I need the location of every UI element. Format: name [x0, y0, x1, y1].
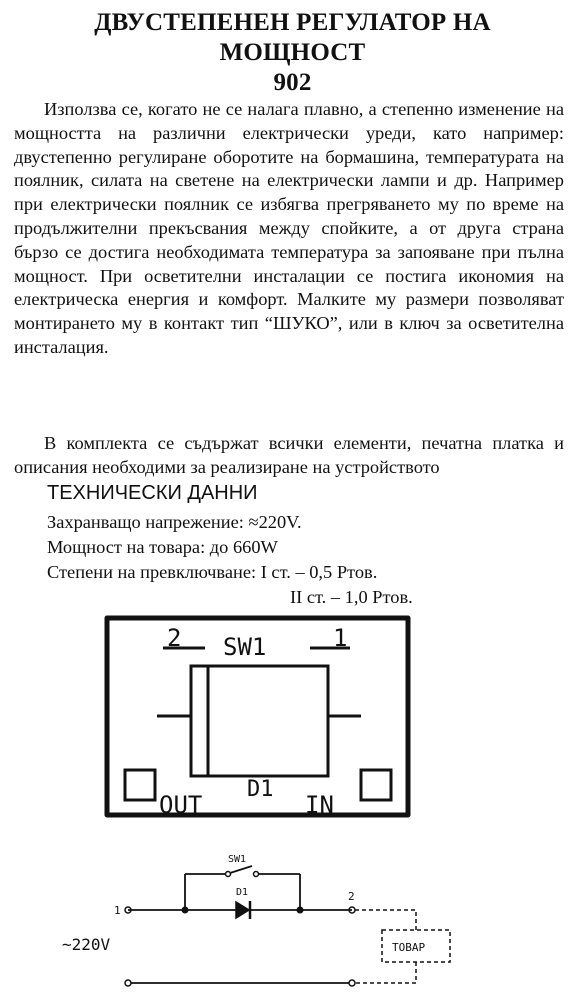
switch-contact-right [254, 872, 259, 877]
pcb-sw1-label: SW1 [223, 633, 267, 661]
schematic-voltage-label: ~220V [62, 935, 111, 954]
component-body [191, 666, 328, 776]
pcb-pin-2-label: 2 [167, 624, 182, 652]
description-paragraph: Използва се, когато не се налага плавно, а степенно изменение на мощността на различни електрически уреди, като например: двустепенно регулиране оборотите на бормашина, температурата на поялник, силата на светене на електрически лампи и др. Например при електрически поялник се избягва прегряването му по време на продължителни прекъсвания между спойките, а от друга страна бързо се достига необходимата температура за запояване при пълна мощност. При осветителни инсталации се постига икономия на електрическа енергия и комфорт. Малките му размери позволяват монтирането му в контакт тип “ШУКО”, или в ключ за осветителна инсталация. [14, 99, 564, 357]
title-line-1: ДВУСТЕПЕНЕН РЕГУЛАТОР НА [94, 9, 491, 36]
pad-in [361, 770, 391, 800]
terminal-bottom-left [125, 980, 131, 986]
terminal-bottom-right [349, 980, 355, 986]
tech-data-heading: ТЕХНИЧЕСКИ ДАННИ [47, 482, 258, 504]
schematic-sw1-label: SW1 [228, 854, 247, 865]
pcb-pin-1-label: 1 [333, 624, 348, 652]
switching-stages-line-2: II ст. – 1,0 Ртов. [290, 587, 413, 607]
pcb-out-label: OUT [159, 791, 203, 819]
product-code: 902 [273, 69, 312, 96]
switch-blade [230, 866, 252, 873]
switch-contact-left [226, 872, 231, 877]
kit-contents-paragraph: В комплекта се съдържат всички елементи, печатна платка и описания необходими за реализиране на устройството [14, 433, 564, 477]
pcb-d1-label: D1 [247, 777, 274, 802]
pad-out [125, 770, 155, 800]
title-line-2: МОЩНОСТ [219, 39, 366, 66]
diode-symbol [236, 902, 249, 918]
supply-voltage-line: Захранващо напрежение: ≈220V. [47, 512, 302, 532]
pcb-in-label: IN [305, 791, 334, 819]
pcb-layout-diagram [95, 610, 425, 825]
junction-dot [297, 907, 304, 914]
junction-dot [182, 907, 189, 914]
schematic-node-2: 2 [348, 890, 355, 903]
switching-stages-line-1: Степени на превключване: I ст. – 0,5 Ртов. [47, 562, 378, 582]
circuit-schematic [62, 840, 480, 1000]
schematic-load-label: ТОВАР [392, 941, 426, 954]
schematic-node-1: 1 [114, 904, 121, 917]
schematic-d1-label: D1 [236, 887, 249, 898]
load-power-line: Мощност на товара: до 660W [47, 537, 278, 557]
